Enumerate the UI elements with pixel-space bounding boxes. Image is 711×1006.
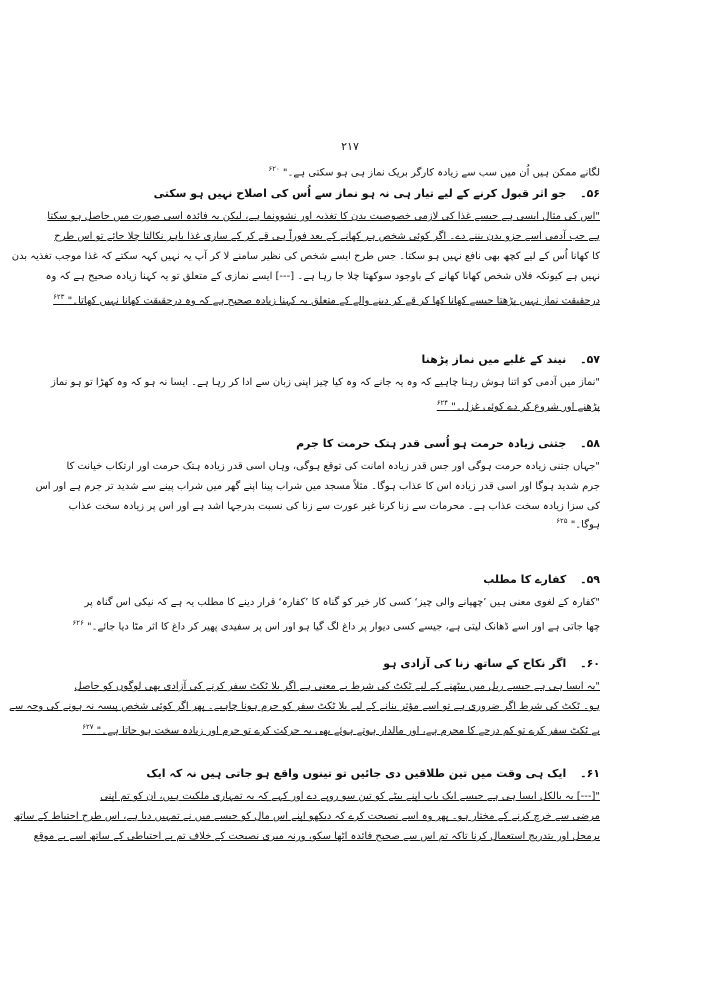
section-57 [50, 352, 600, 414]
section-number: ۵۷۔ [580, 353, 600, 366]
section-heading [110, 766, 600, 782]
paragraph-line: ہوگا۔" [570, 519, 600, 531]
footnote-ref: ۶۲۷ [82, 723, 94, 731]
paragraph-line: "اس کی مثال ایسی ہے جیسے غذا کی لازمی خصوصیت بدن کا تغذیہ اور نشوونما ہے، لیکن یہ فائدہ اسی صورت میں حاصل ہو سکتا [47, 211, 600, 222]
section-heading [110, 186, 600, 202]
section-title: اگر نکاح کے ساتھ زنا کی آزادی ہو [383, 657, 567, 670]
footnote-ref: ۶۲۵ [556, 517, 568, 525]
section-59 [72, 572, 600, 634]
paragraph-line: ہے جب آدمی اسے جزو بدن بننے دے۔ اگر کوئی شخص ہر کھانے کے بعد فوراً ہی قے کر کے ساری غذا باہر نکالتا چلا جائے تو اس طرح [54, 231, 600, 242]
section-60 [8, 656, 600, 738]
paragraph-line: "یہ ایسا ہی ہے جیسے ریل میں بیٹھنے کے لیے ٹکٹ کی شرط بے معنی ہے اگر بلا ٹکٹ سفر کرنے کی آزادی بھی لوگوں کو حاصل [74, 681, 600, 692]
section-number: ۶۱۔ [580, 767, 600, 780]
section-61 [13, 766, 600, 844]
section-56 [11, 186, 600, 308]
paragraph-line: جرم شدید ہوگا اور اسی قدر زیادہ اس کا عذاب ہوگا۔ مثلاً مسجد میں شراب پینا اپنے گھر میں شراب پینے سے شدید تر جرم ہے اور اس [35, 481, 600, 492]
footnote-ref: ۶۲۴ [436, 399, 449, 407]
paragraph-line: چھا جاتی ہے اور اسے ڈھانک لیتی ہے، جیسے کسی دیوار پر داغ لگ گیا ہو اور اس پر سفیدی پھیر کر داغ کا اثر مٹا دیا جائے۔" [87, 621, 600, 633]
section-title: ایک ہی وقت میں تین طلاقیں دی جائیں تو تینوں واقع ہو جاتی ہیں نہ کہ ایک [146, 767, 567, 780]
intro-text: لگانے ممکن ہیں اُن میں سب سے زیادہ کارگر بریک نماز ہی ہو سکتی ہے۔" [282, 167, 600, 179]
paragraph-line: درحقیقت نماز نہیں پڑھتا جیسے کھانا کھا کر قے کر دینے والے کے متعلق یہ کہنا زیادہ صحیح ہے کہ وہ درحقیقت کھانا نہیں کھاتا۔" [67, 295, 600, 307]
section-number: ۶۰۔ [580, 657, 600, 670]
section-number: ۵۹۔ [580, 573, 600, 586]
paragraph-line: نہیں ہے کیونکہ فلاں شخص کھانا کھانے کے باوجود سوکھتا چلا جا رہا ہے۔ [---] ایسے نمازی کے متعلق تو یہ کہنا زیادہ صحیح ہے کہ وہ [45, 271, 600, 282]
footnote-ref: ۶۲۶ [72, 619, 84, 627]
section-heading [110, 352, 600, 368]
paragraph-line: ہو۔ ٹکٹ کی شرط اگر ضروری ہے تو اسے مؤثر بنانے کے لیے بلا ٹکٹ سفر کو جرم ہونا چاہیے۔ پھر اگر کوئی شخص پیسہ نہ ہونے کی وجہ سے [8, 701, 600, 712]
paragraph-line: پڑھنے اور شروع کر دے کوئی غزل۔" [451, 401, 600, 413]
paragraph-line: بے ٹکٹ سفر کرے تو کم درجے کا مجرم ہے، اور مالدار ہوتے ہوئے بھی یہ حرکت کرے تو جرم اور زیادہ سخت ہو جاتا ہے۔" [96, 725, 600, 737]
section-title: جتنی زیادہ حرمت ہو اُسی قدر ہتک حرمت کا جرم [296, 437, 567, 450]
section-title: نیند کے غلبے میں نماز پڑھنا [421, 353, 567, 366]
section-heading [110, 572, 600, 588]
section-title: جو اثر قبول کرنے کے لیے تیار ہی نہ ہو نماز سے اُس کی اصلاح نہیں ہو سکتی [153, 187, 567, 200]
section-number: ۵۶۔ [580, 187, 600, 200]
paragraph-line: کی سزا زیادہ سخت عذاب ہے۔ محرمات سے زنا کرنا غیر عورت سے زنا کی نسبت بدرجہا اشد ہے اور اس پر زیادہ سخت عذاب [68, 501, 600, 512]
paragraph-line: "نماز میں آدمی کو اتنا ہوش رہنا چاہیے کہ وہ یہ جانے کہ وہ کیا چیز اپنی زبان سے ادا کر رہا ہے۔ ایسا نہ ہو کہ وہ کھڑا تو ہو نماز [50, 377, 600, 388]
footnote-ref: ۶۲۰ [268, 165, 280, 173]
section-title: کفارے کا مطلب [483, 573, 567, 586]
paragraph-line: برمحل اور بتدریج استعمال کرنا تاکہ تم اس سے صحیح فائدہ اٹھا سکو، ورنہ میری نصیحت کے خلاف تم بے احتیاطی کے ساتھ اسے بے موقع [33, 831, 600, 842]
section-58 [35, 436, 600, 532]
paragraph-line: کا کھانا اُس کے لیے کچھ بھی نافع نہیں ہو سکتا۔ جس طرح ایسے شخص کی نظیر سامنے لا کر آپ یہ نہیں کہہ سکتے کہ غذا موجب تغذیہ بدن [11, 251, 600, 262]
paragraph-line: مرضی سے خرچ کرنے کے مختار ہو۔ پھر وہ اسے نصیحت کرے کہ دیکھو اپنے اس مال کو جیسے میں نے تمہیں دیا ہے، اس طرح احتیاط کے ساتھ [13, 811, 600, 822]
footnote-ref: ۶۲۳ [53, 293, 65, 301]
section-heading [110, 436, 600, 452]
paragraph-line: "کفارہ کے لغوی معنی ہیں ’چھپانے والی چیز‘ کسی کار خیر کو گناہ کا ’کفارہ‘ قرار دینے کا مطلب یہ ہے کہ نیکی اس گناہ پر [84, 597, 600, 608]
section-heading [110, 656, 600, 672]
paragraph-line: "[---] یہ بالکل ایسا ہی ہے جیسے ایک باپ اپنے بیٹے کو تین سو روپے دے اور کہے کہ یہ تمہاری ملکیت ہیں، ان کو تم اپنی [100, 791, 600, 802]
intro-paragraph [110, 162, 600, 180]
section-number: ۵۸۔ [580, 437, 600, 450]
paragraph-line: "جہاں جتنی زیادہ حرمت ہوگی اور جس قدر زیادہ امانت کی توقع ہوگی، وہاں اسی قدر زیادہ ہتک حرمت اور ارتکاب خیانت کا [66, 461, 600, 472]
page-number: ۲۱۷ [341, 140, 359, 153]
